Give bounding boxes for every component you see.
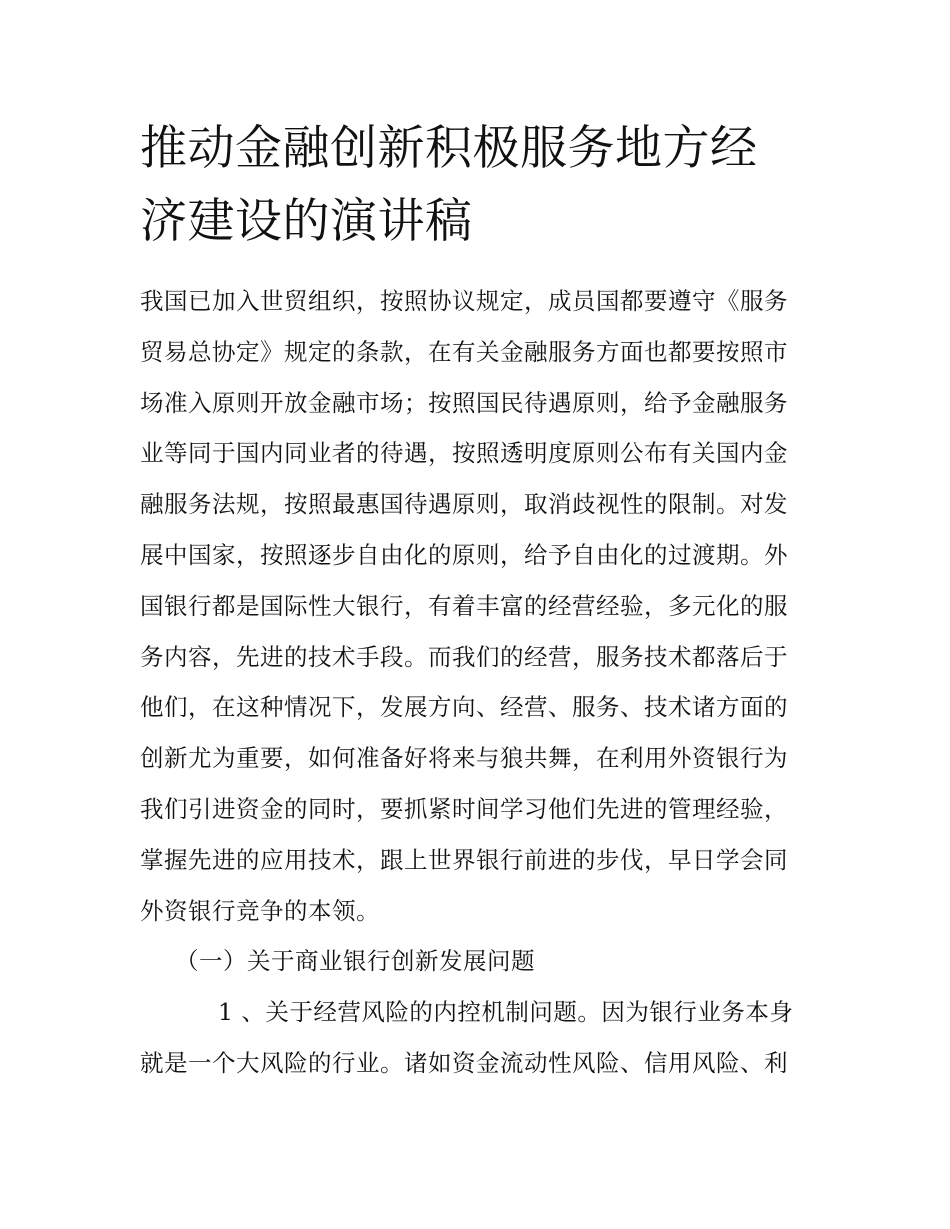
paragraph-line: 1 、关于经营风险的内控机制问题。因为银行业务本身 [218, 998, 794, 1026]
body-paragraph [140, 987, 810, 1089]
paragraph-line: 外资银行竞争的本领。 [140, 896, 380, 925]
paragraph-line: 掌握先进的应用技术，跟上世界银行前进的步伐，早日学会同 [140, 845, 788, 874]
paragraph-line: 就是一个大风险的行业。诸如资金流动性风险、信用风险、利 [140, 1048, 788, 1077]
title-line: 推动金融创新积极服务地方经 [140, 121, 758, 176]
paragraph-line: 创新尤为重要，如何准备好将来与狼共舞，在利用外资银行为 [140, 744, 788, 773]
paragraph-line: 贸易总协定》规定的条款，在有关金融服务方面也都要按照市 [140, 337, 788, 366]
title-line: 济建设的演讲稿 [140, 194, 473, 249]
paragraph-line: 国银行都是国际性大银行，有着丰富的经营经验，多元化的服 [140, 591, 788, 620]
section-heading [175, 936, 810, 987]
body-paragraph [140, 276, 810, 936]
paragraph-line: 业等同于国内同业者的待遇，按照透明度原则公布有关国内金 [140, 439, 788, 468]
paragraph-line: 融服务法规，按照最惠国待遇原则，取消歧视性的限制。对发 [140, 490, 788, 519]
paragraph-line: 场准入原则开放金融市场；按照国民待遇原则，给予金融服务 [140, 388, 788, 417]
paragraph-line: 展中国家，按照逐步自由化的原则，给予自由化的过渡期。外 [140, 540, 788, 569]
document-title [140, 112, 830, 258]
paragraph-line: 我们引进资金的同时，要抓紧时间学习他们先进的管理经验， [140, 794, 788, 823]
paragraph-line: 他们，在这种情况下，发展方向、经营、服务、技术诸方面的 [140, 693, 788, 722]
section-heading-text: （一）关于商业银行创新发展问题 [175, 947, 535, 975]
paragraph-line: 我国已加入世贸组织，按照协议规定，成员国都要遵守《服务 [140, 287, 788, 315]
paragraph-line: 务内容，先进的技术手段。而我们的经营，服务技术都落后于 [140, 642, 788, 671]
